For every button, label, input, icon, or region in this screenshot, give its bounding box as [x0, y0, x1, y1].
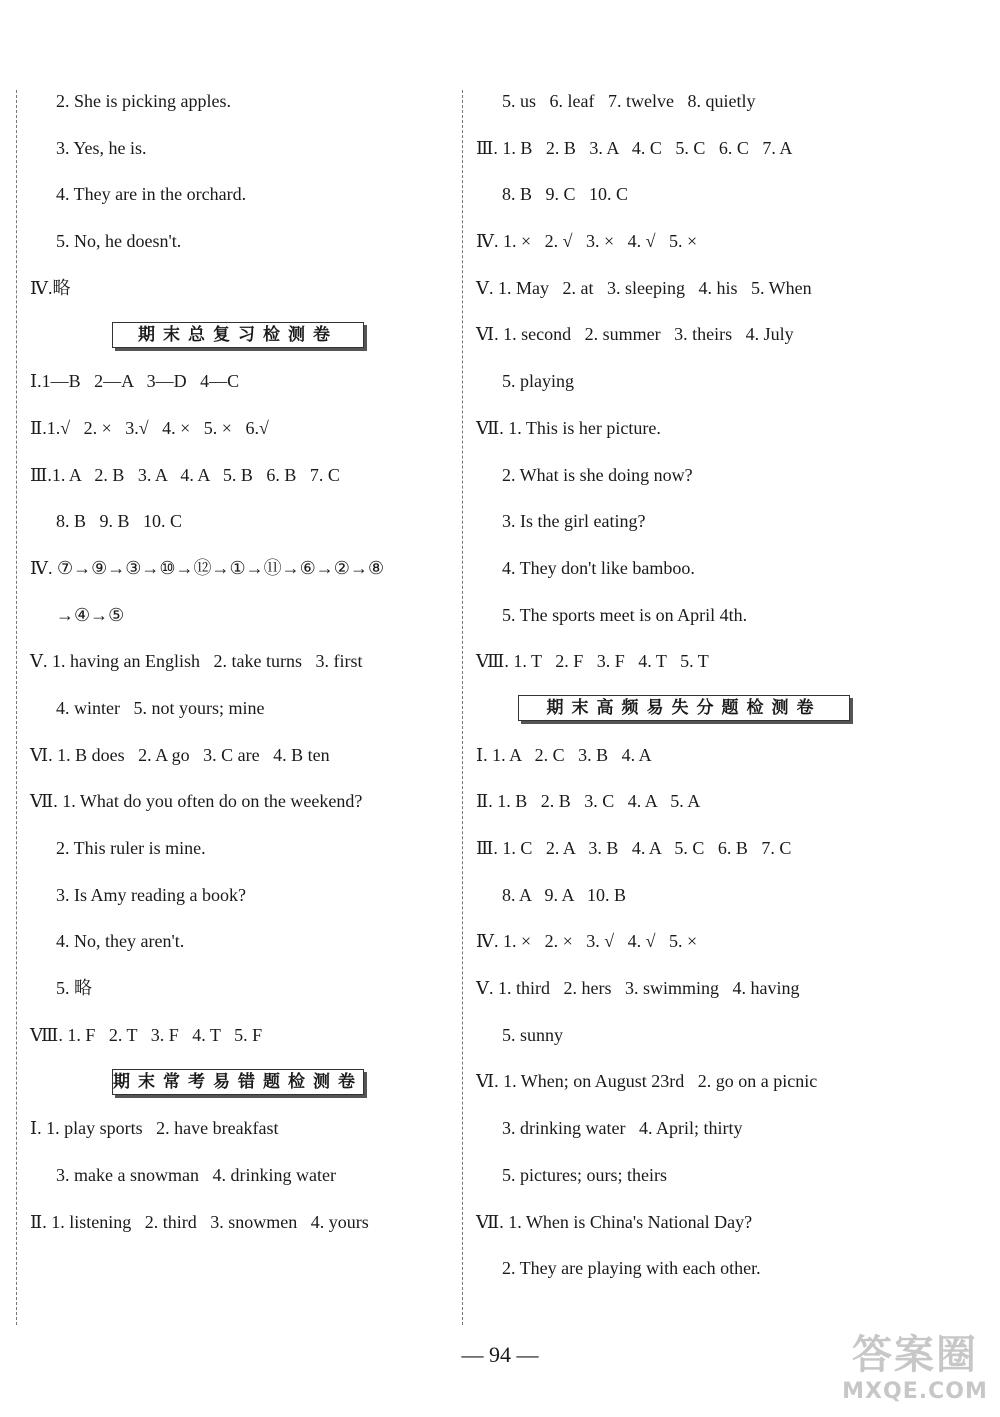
answer-line: 5. pictures; ours; theirs [502, 1164, 667, 1185]
watermark-logo-text: 答案圈 [852, 1332, 978, 1378]
answer-line: Ⅵ. 1. second 2. summer 3. theirs 4. July [476, 324, 794, 345]
answer-line: 4. They are in the orchard. [56, 184, 247, 205]
answer-line: 5. sunny [502, 1024, 564, 1045]
site-watermark [840, 1331, 990, 1411]
answer-line: Ⅶ. 1. This is her picture. [476, 417, 661, 438]
section-heading: 期末高频易失分题检测卷 [518, 695, 850, 721]
answer-line: Ⅱ.1.√ 2. × 3.√ 4. × 5. × 6.√ [30, 417, 269, 438]
answer-line: 4. They don't like bamboo. [502, 557, 695, 578]
answer-line: Ⅳ. ⑦→⑨→③→⑩→⑫→①→⑪→⑥→②→⑧ [30, 557, 385, 578]
answer-line: 3. drinking water 4. April; thirty [502, 1118, 743, 1139]
column-divider [462, 90, 463, 1325]
answer-line: 8. B 9. B 10. C [56, 511, 183, 532]
answer-line: Ⅵ. 1. B does 2. A go 3. C are 4. B ten [30, 744, 330, 765]
answer-line: Ⅶ. 1. When is China's National Day? [476, 1211, 753, 1232]
answer-line: Ⅴ. 1. May 2. at 3. sleeping 4. his 5. When [476, 277, 812, 298]
answer-line: Ⅴ. 1. having an English 2. take turns 3. first [30, 651, 363, 672]
answer-line: Ⅰ.1—B 2—A 3—D 4—C [30, 371, 240, 392]
answer-line: 5. The sports meet is on April 4th. [502, 604, 748, 625]
answer-line: 2. She is picking apples. [56, 91, 231, 111]
answer-line: Ⅳ.略 [30, 277, 71, 298]
section-heading: 期末总复习检测卷 [112, 322, 364, 348]
answer-line: →④→⑤ [56, 604, 125, 625]
section-heading-row [30, 1058, 450, 1105]
section-heading-row [476, 685, 916, 732]
answer-line: Ⅷ. 1. T 2. F 3. F 4. T 5. T [476, 651, 709, 672]
answer-line: 5. us 6. leaf 7. twelve 8. quietly [502, 91, 756, 111]
right-column [476, 78, 916, 1292]
answer-line: 4. winter 5. not yours; mine [56, 697, 265, 718]
answer-line: Ⅱ. 1. B 2. B 3. C 4. A 5. A [476, 791, 701, 812]
answer-line: 8. A 9. A 10. B [502, 884, 627, 905]
answer-line: 3. Yes, he is. [56, 137, 147, 158]
answer-line: 5. No, he doesn't. [56, 231, 182, 252]
answer-line: 5. 略 [56, 978, 92, 999]
answer-line: Ⅶ. 1. What do you often do on the weekend? [30, 791, 363, 812]
answer-line: Ⅰ. 1. A 2. C 3. B 4. A [476, 744, 652, 765]
answer-line: 8. B 9. C 10. C [502, 184, 629, 205]
answer-line: 3. Is Amy reading a book? [56, 884, 246, 905]
answer-line: Ⅲ.1. A 2. B 3. A 4. A 5. B 6. B 7. C [30, 464, 340, 485]
answer-line: Ⅴ. 1. third 2. hers 3. swimming 4. having [476, 978, 800, 999]
answer-line: Ⅳ. 1. × 2. × 3. √ 4. √ 5. × [476, 931, 698, 952]
answer-line: Ⅷ. 1. F 2. T 3. F 4. T 5. F [30, 1024, 263, 1045]
answer-line: Ⅰ. 1. play sports 2. have breakfast [30, 1118, 279, 1139]
page-number: — 94 — [461, 1342, 539, 1367]
section-heading: 期末常考易错题检测卷 [112, 1069, 364, 1095]
answer-line: 2. This ruler is mine. [56, 838, 206, 858]
answer-line: 4. No, they aren't. [56, 931, 185, 952]
answer-line: 3. make a snowman 4. drinking water [56, 1164, 336, 1185]
answer-line: 3. Is the girl eating? [502, 511, 646, 532]
answer-line: 2. They are playing with each other. [502, 1258, 761, 1279]
left-margin-divider [16, 90, 17, 1325]
left-column [30, 78, 450, 1245]
answer-line: 2. What is she doing now? [502, 464, 693, 485]
answer-line: Ⅵ. 1. When; on August 23rd 2. go on a picnic [476, 1071, 818, 1092]
section-heading-row [30, 311, 450, 358]
watermark-url-text: MXQE.COM [842, 1379, 988, 1404]
answer-line: Ⅳ. 1. × 2. √ 3. × 4. √ 5. × [476, 231, 698, 252]
answer-line: Ⅱ. 1. listening 2. third 3. snowmen 4. yours [30, 1211, 369, 1232]
answer-line: Ⅲ. 1. C 2. A 3. B 4. A 5. C 6. B 7. C [476, 838, 792, 858]
answer-line: Ⅲ. 1. B 2. B 3. A 4. C 5. C 6. C 7. A [476, 137, 793, 158]
answer-line: 5. playing [502, 371, 574, 392]
